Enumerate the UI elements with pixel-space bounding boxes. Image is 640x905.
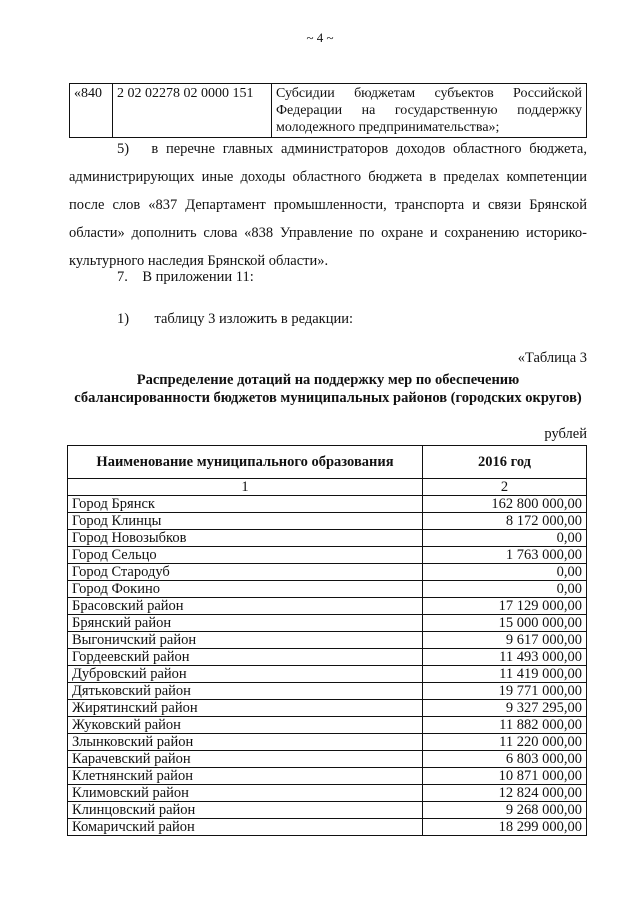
- subsidy-amount: 0,00: [423, 530, 587, 547]
- table-cell: Субсидии бюджетам субъектов Российской Федерации на государственную поддержку молодежного предпринимательства»;: [272, 84, 587, 138]
- table-row: [68, 819, 587, 836]
- municipality-name: Гордеевский район: [68, 649, 423, 666]
- subsidy-table: [67, 445, 587, 836]
- table-row: [68, 734, 587, 751]
- item-1-text: таблицу 3 изложить в редакции:: [154, 311, 354, 327]
- subsidy-amount: 10 871 000,00: [423, 768, 587, 785]
- subsidy-amount: 0,00: [423, 581, 587, 598]
- municipality-name: Клинцовский район: [68, 802, 423, 819]
- subsidy-amount: 11 882 000,00: [423, 717, 587, 734]
- subsidy-amount: 11 493 000,00: [423, 649, 587, 666]
- subsidy-amount: 11 220 000,00: [423, 734, 587, 751]
- municipality-name: Карачевский район: [68, 751, 423, 768]
- table-row: [68, 496, 587, 513]
- header-year: 2016 год: [423, 446, 587, 479]
- subsidy-amount: 17 129 000,00: [423, 598, 587, 615]
- table-row: [70, 84, 587, 138]
- municipality-name: Комаричский район: [68, 819, 423, 836]
- table-row: [68, 547, 587, 564]
- municipality-name: Город Клинцы: [68, 513, 423, 530]
- subsidy-amount: 15 000 000,00: [423, 615, 587, 632]
- table-row: [68, 632, 587, 649]
- table-header-row: [68, 446, 587, 479]
- table-row: [68, 564, 587, 581]
- column-numbers-row: [68, 479, 587, 496]
- municipality-name: Выгоничский район: [68, 632, 423, 649]
- municipality-name: Город Сельцо: [68, 547, 423, 564]
- municipality-name: Клетнянский район: [68, 768, 423, 785]
- municipality-name: Брянский район: [68, 615, 423, 632]
- table-row: [68, 700, 587, 717]
- paragraph-5: 5) в перечне главных администраторов доходов областного бюджета, администрирующих иные доходы областного бюджета в пределах компетенции после слов «837 Департамент промышленности, транспорта и связи Брянской области» дополнить слова «838 Управление по охране и сохранению историко-культурного наследия Брянской области».: [69, 141, 587, 269]
- table-row: [68, 768, 587, 785]
- item-1: [117, 310, 353, 328]
- table-cell: 2 02 02278 02 0000 151: [113, 84, 272, 138]
- subsidy-amount: 18 299 000,00: [423, 819, 587, 836]
- municipality-name: Жуковский район: [68, 717, 423, 734]
- subsidy-amount: 6 803 000,00: [423, 751, 587, 768]
- subsidy-amount: 1 763 000,00: [423, 547, 587, 564]
- subsidy-amount: 162 800 000,00: [423, 496, 587, 513]
- subsidy-amount: 8 172 000,00: [423, 513, 587, 530]
- municipality-name: Город Фокино: [68, 581, 423, 598]
- item-7-number: 7.: [117, 269, 128, 285]
- table-row: [68, 581, 587, 598]
- table-row: [68, 666, 587, 683]
- subsidy-amount: 9 268 000,00: [423, 802, 587, 819]
- table-row: [68, 649, 587, 666]
- subsidy-amount: 9 327 295,00: [423, 700, 587, 717]
- table-title: Распределение дотаций на поддержку мер по обеспечению сбалансированности бюджетов муниципальных районов (городских округов): [74, 372, 582, 406]
- municipality-name: Климовский район: [68, 785, 423, 802]
- municipality-name: Злынковский район: [68, 734, 423, 751]
- municipality-name: Город Стародуб: [68, 564, 423, 581]
- table-row: [68, 513, 587, 530]
- item-7: [117, 268, 254, 286]
- municipality-name: Город Брянск: [68, 496, 423, 513]
- table-row: [68, 785, 587, 802]
- subsidy-amount: 19 771 000,00: [423, 683, 587, 700]
- table-row: [68, 751, 587, 768]
- table-row: [68, 802, 587, 819]
- table-row: [68, 530, 587, 547]
- subsidy-amount: 0,00: [423, 564, 587, 581]
- col-number-1: 1: [68, 479, 423, 496]
- municipality-name: Город Новозыбков: [68, 530, 423, 547]
- page-number: ~ 4 ~: [306, 30, 334, 45]
- item-7-text: В приложении 11:: [142, 269, 254, 285]
- subsidy-amount: 9 617 000,00: [423, 632, 587, 649]
- table-row: [68, 683, 587, 700]
- subsidy-amount: 11 419 000,00: [423, 666, 587, 683]
- header-name: Наименование муниципального образования: [68, 446, 423, 479]
- table-row: [68, 615, 587, 632]
- units-label: рублей: [544, 426, 587, 442]
- table-row: [68, 598, 587, 615]
- municipality-name: Дятьковский район: [68, 683, 423, 700]
- subsidy-amount: 12 824 000,00: [423, 785, 587, 802]
- item-1-number: 1): [117, 311, 130, 327]
- col-number-2: 2: [423, 479, 587, 496]
- municipality-name: Жирятинский район: [68, 700, 423, 717]
- table-cell: «840: [70, 84, 113, 138]
- municipality-name: Дубровский район: [68, 666, 423, 683]
- top-table: [69, 83, 587, 138]
- table-label: «Таблица 3: [517, 350, 587, 366]
- municipality-name: Брасовский район: [68, 598, 423, 615]
- table-row: [68, 717, 587, 734]
